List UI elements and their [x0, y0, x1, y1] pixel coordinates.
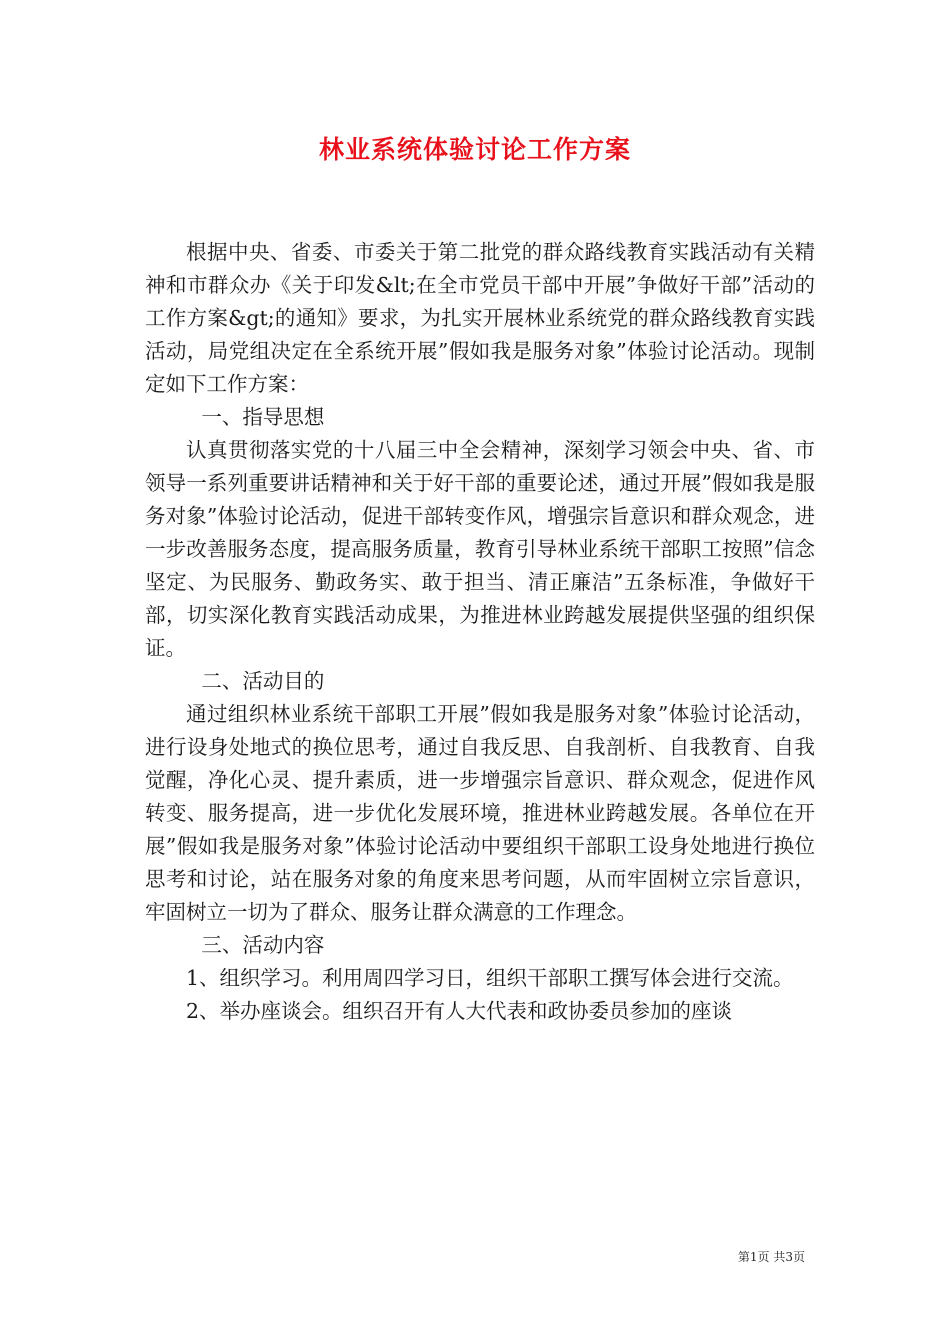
- activity-purpose-paragraph: 通过组织林业系统干部职工开展”假如我是服务对象”体验讨论活动，进行设身处地式的换位思考，通过自我反思、自我剖析、自我教育、自我觉醒，净化心灵、提升素质，进一步增强宗旨意识、群众观念，促进作风转变、服务提高，进一步优化发展环境，推进林业跨越发展。各单位在开展”假如我是服务对象”体验讨论活动中要组织干部职工设身处地进行换位思考和讨论，站在服务对象的角度来思考问题，从而牢固树立宗旨意识，牢固树立一切为了群众、服务让群众满意的工作理念。: [145, 702, 815, 924]
- section-heading-activity-purpose: 二、活动目的: [201, 669, 325, 693]
- document-title: 林业系统体验讨论工作方案: [318, 135, 631, 164]
- page-number-footer: 第1页 共3页: [737, 1250, 805, 1264]
- activity-content-item-1: 1、组织学习。利用周四学习日，组织干部职工撰写体会进行交流。: [186, 966, 794, 990]
- guiding-ideology-paragraph: 认真贯彻落实党的十八届三中全会精神，深刻学习领会中央、省、市领导一系列重要讲话精神和关于好干部的重要论述，通过开展”假如我是服务对象”体验讨论活动，促进干部转变作风，增强宗旨意识和群众观念，进一步改善服务态度，提高服务质量，教育引导林业系统干部职工按照”信念坚定、为民服务、勤政务实、敢于担当、清正廉洁”五条标准，争做好干部，切实深化教育实践活动成果，为推进林业跨越发展提供坚强的组织保证。: [145, 438, 815, 660]
- section-heading-activity-content: 三、活动内容: [201, 933, 325, 957]
- document-body: [145, 236, 815, 1028]
- intro-paragraph: 根据中央、省委、市委关于第二批党的群众路线教育实践活动有关精神和市群众办《关于印发&lt;在全市党员干部中开展”争做好干部”活动的工作方案&gt;的通知》要求，为扎实开展林业系统党的群众路线教育实践活动，局党组决定在全系统开展”假如我是服务对象”体验讨论活动。现制定如下工作方案：: [145, 240, 815, 396]
- section-heading-guiding-ideology: 一、指导思想: [201, 405, 325, 429]
- activity-content-item-2: 2、举办座谈会。组织召开有人大代表和政协委员参加的座谈: [186, 999, 733, 1023]
